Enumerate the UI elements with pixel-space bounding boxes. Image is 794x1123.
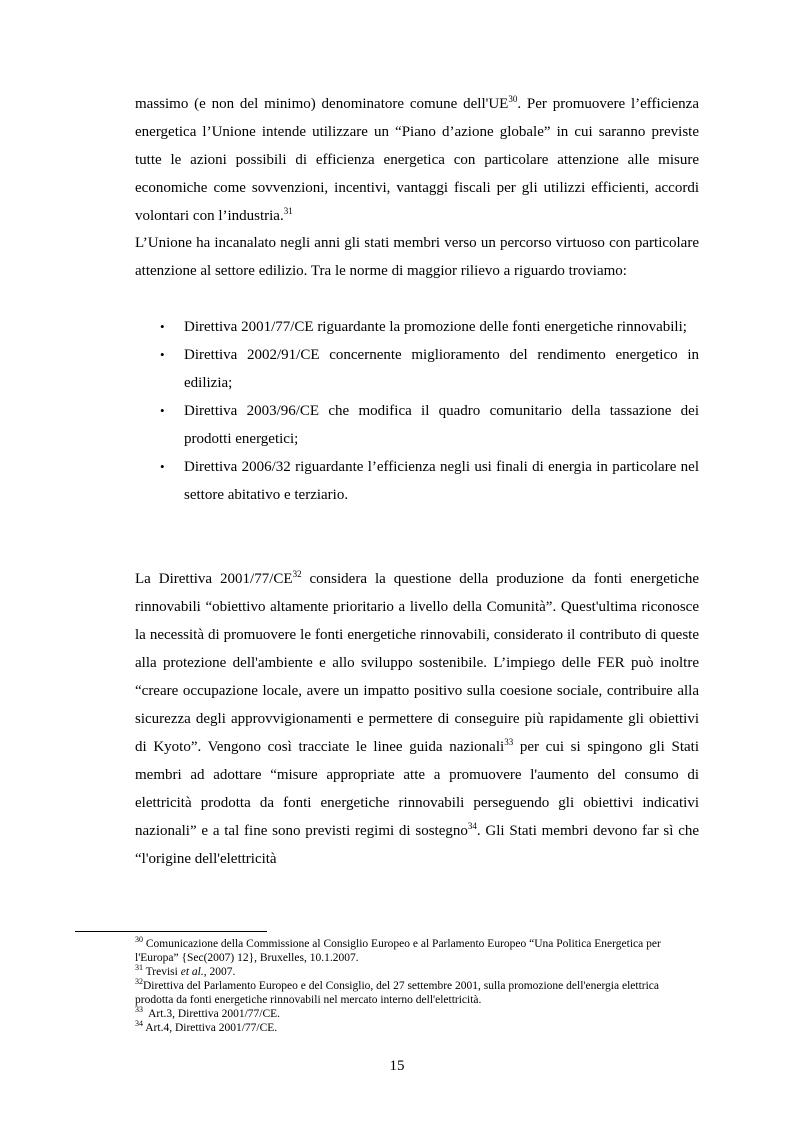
paragraph-efficiency-text-1: massimo (e non del minimo) denominatore comune dell'UE bbox=[135, 96, 509, 112]
footnote-31 bbox=[135, 965, 699, 979]
list-item-text: Direttiva 2002/91/CE concernente miglioramento del rendimento energetico in edilizia; bbox=[184, 347, 699, 391]
paragraph-directive-text-1: La Direttiva 2001/77/CE bbox=[135, 571, 293, 587]
footnote-separator bbox=[75, 931, 267, 932]
footnote-ref-33[interactable]: 33 bbox=[504, 737, 514, 747]
footnote-30 bbox=[135, 937, 699, 965]
footnote-text: Comunicazione della Commissione al Consiglio Europeo e al Parlamento Europeo “Una Politica Energetica per l'Europa” {Sec(2007) 12}, Bruxelles, 10.1.2007. bbox=[135, 938, 661, 964]
footnote-32 bbox=[135, 979, 699, 1007]
paragraph-directive-text-4: . Gli Stati membri devono far sì che “l'origine dell'elettricità bbox=[135, 823, 700, 867]
footnote-number: 33 bbox=[135, 1005, 143, 1015]
paragraph-efficiency bbox=[135, 90, 699, 230]
list-item bbox=[160, 341, 699, 397]
list-item bbox=[160, 453, 699, 509]
footnote-ref-31[interactable]: 31 bbox=[283, 206, 293, 216]
paragraph-union bbox=[135, 229, 699, 285]
paragraph-directive-text-3: per cui si spingono gli Stati membri ad adottare “misure appropriate atte a promuovere l'aumento del consumo di elettricità prodotta da fonti energetiche rinnovabili perseguendo gli obiettivi indicativi nazionali” e a tal fine sono previsti regimi di sostegno bbox=[135, 739, 700, 839]
footnote-ref-30[interactable]: 30 bbox=[508, 94, 518, 104]
list-item-text: Direttiva 2003/96/CE che modifica il quadro comunitario della tassazione dei prodotti energetici; bbox=[184, 403, 699, 447]
footnote-text: Direttiva del Parlamento Europeo e del Consiglio, del 27 settembre 2001, sulla promozione dell'energia elettrica prodotta da fonti energetiche rinnovabili nel mercato interno dell'elettricità. bbox=[135, 980, 660, 1006]
footnote-ref-32[interactable]: 32 bbox=[292, 569, 302, 579]
paragraph-directive-text-2: considera la questione della produzione da fonti energetiche rinnovabili “obiettivo altamente prioritario a livello della Comunità”. Quest'ultima riconosce la necessità di promuovere le fonti energetiche rinnovabili, considerato il contributo di queste alla protezione dell'ambiente e allo sviluppo sostenibile. L’impiego delle FER può inoltre “creare occupazione locale, avere un impatto positivo sulla coesione sociale, contribuire alla sicurezza degli approvvigionamenti e permettere di conseguire più rapidamente gli obiettivi di Kyoto”. Vengono così tracciate le linee guida nazionali bbox=[135, 571, 699, 755]
footnote-italic-text: et al. bbox=[180, 966, 204, 978]
footnote-34 bbox=[135, 1021, 699, 1035]
footnote-number: 32 bbox=[135, 977, 143, 987]
list-item-text: Direttiva 2006/32 riguardante l’efficienza negli usi finali di energia in particolare nel settore abitativo e terziario. bbox=[184, 459, 699, 503]
footnote-text: , 2007. bbox=[203, 966, 236, 978]
bullet-icon: • bbox=[160, 403, 165, 418]
directives-list bbox=[160, 313, 699, 509]
list-item bbox=[160, 397, 699, 453]
paragraph-union-text: L’Unione ha incanalato negli anni gli stati membri verso un percorso virtuoso con particolare attenzione al settore edilizio. Tra le norme di maggior rilievo a riguardo troviamo: bbox=[135, 235, 699, 279]
bullet-icon: • bbox=[160, 459, 165, 474]
footnote-text: Trevisi bbox=[143, 966, 181, 978]
bullet-icon: • bbox=[160, 347, 165, 362]
list-item-text: Direttiva 2001/77/CE riguardante la promozione delle fonti energetiche rinnovabili; bbox=[184, 319, 687, 335]
footnote-text: Art.4, Direttiva 2001/77/CE. bbox=[143, 1022, 278, 1034]
footnote-number: 31 bbox=[135, 963, 143, 973]
bullet-icon: • bbox=[160, 319, 165, 334]
footnote-33 bbox=[135, 1007, 699, 1021]
footnote-number: 34 bbox=[135, 1019, 143, 1029]
paragraph-efficiency-text-2: . Per promuovere l’efficienza energetica l’Unione intende utilizzare un “Piano d’azione globale” in cui saranno previste tutte le azioni possibili di efficienza energetica con particolare attenzione alle misure economiche come sovvenzioni, incentivi, vantaggi fiscali per gli utilizzi efficienti, accordi volontari con l’industria. bbox=[135, 96, 699, 224]
footnote-text: Art.3, Direttiva 2001/77/CE. bbox=[143, 1008, 281, 1020]
footnotes bbox=[135, 937, 699, 1035]
footnote-ref-34[interactable]: 34 bbox=[467, 821, 477, 831]
page-number: 15 bbox=[389, 1058, 405, 1074]
footnote-number: 30 bbox=[135, 935, 143, 945]
paragraph-directive-2001 bbox=[135, 565, 699, 873]
list-item bbox=[160, 313, 699, 341]
